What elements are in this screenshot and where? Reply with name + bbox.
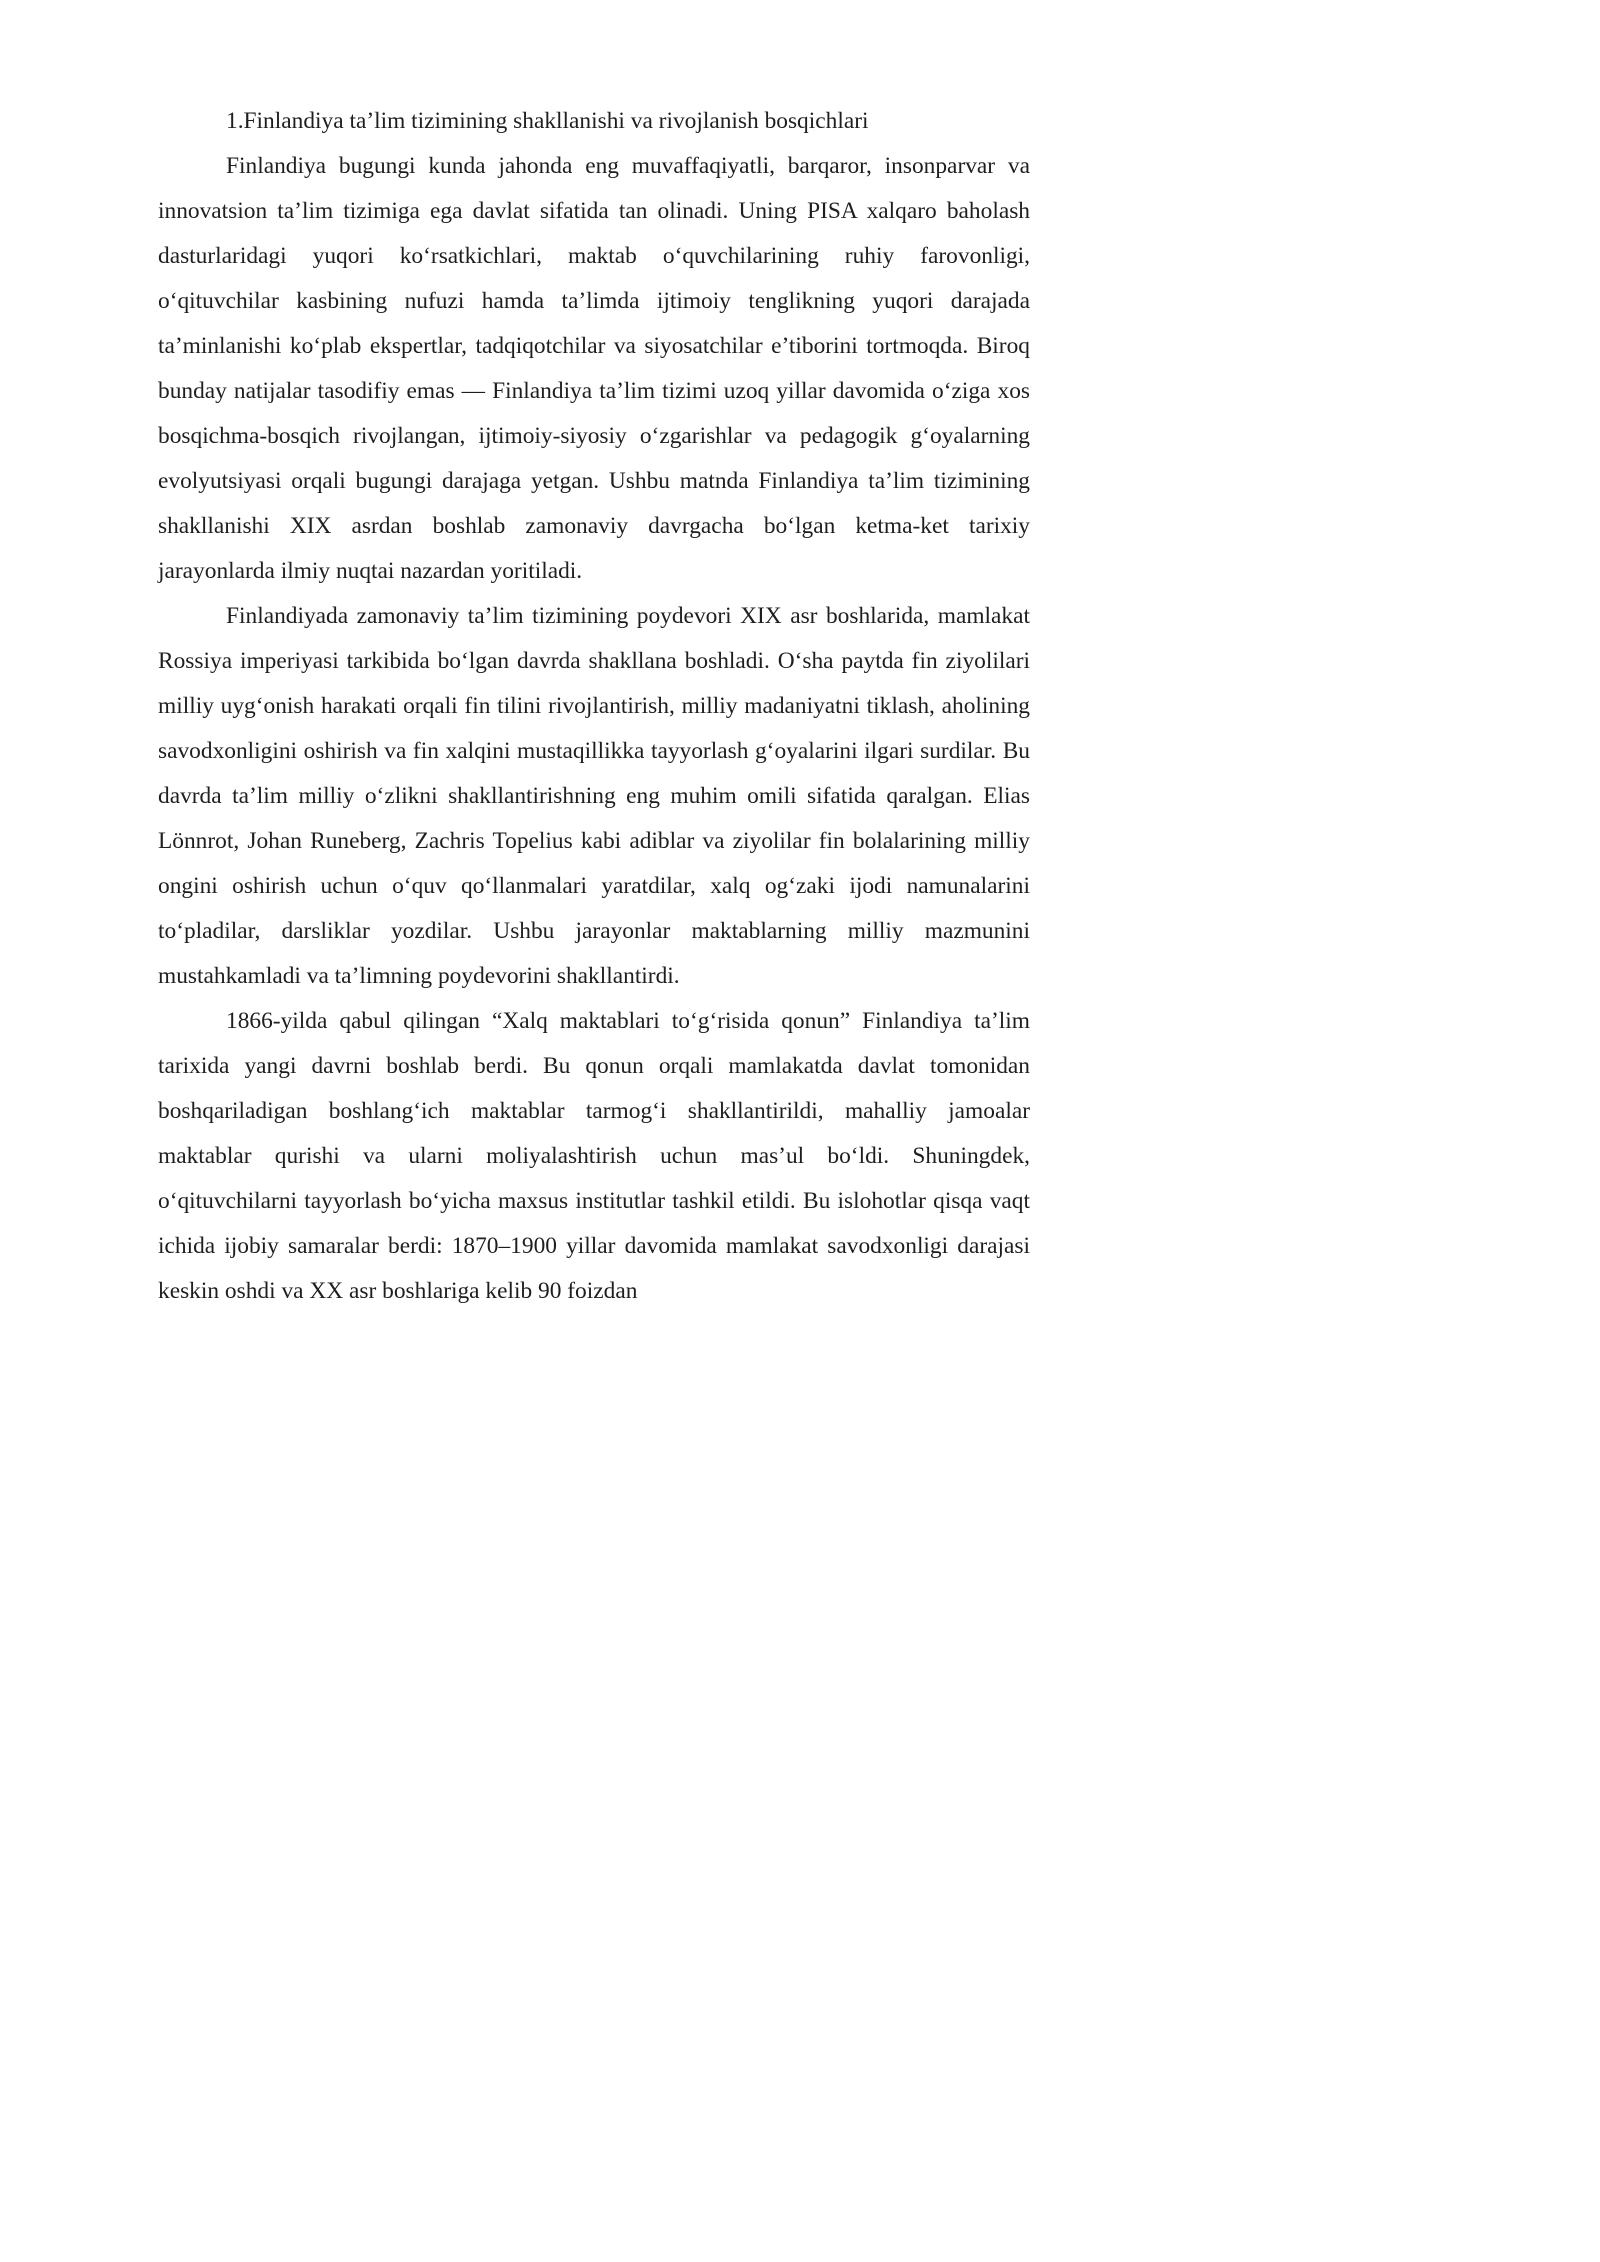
paragraph-national-awakening: Finlandiyada zamonaviy ta’lim tizimining poydevori XIX asr boshlarida, mamlakat Rossiya imperiyasi tarkibida bo‘lgan davrda shakllana boshladi. O‘sha paytda fin ziyolilari milliy uyg‘onish harakati orqali fin tilini rivojlantirish, milliy madaniyatni tiklash, aholining savodxonligini oshirish va fin xalqini mustaqillikka tayyorlash g‘oyalarini ilgari surdilar. Bu davrda ta’lim milliy o‘zlikni shakllantirishning eng muhim omili sifatida qaralgan. Elias Lönnrot, Johan Runeberg, Zachris Topelius kabi adiblar va ziyolilar fin bolalarining milliy ongini oshirish uchun o‘quv qo‘llanmalari yaratdilar, xalq og‘zaki ijodi namunalarini to‘pladilar, darsliklar yozdilar. Ushbu jarayonlar maktablarning milliy mazmunini mustahkamladi va ta’limning poydevorini shakllantirdi. [158,603,1030,989]
document-body [158,99,1030,1314]
section-heading: 1.Finlandiya ta’lim tizimining shakllanishi va rivojlanish bosqichlari [226,108,869,134]
paragraph-intro: Finlandiya bugungi kunda jahonda eng muvaffaqiyatli, barqaror, insonparvar va innovatsion ta’lim tizimiga ega davlat sifatida tan olinadi. Uning PISA xalqaro baholash dasturlaridagi yuqori ko‘rsatkichlari, maktab o‘quvchilarining ruhiy farovonligi, o‘qituvchilar kasbining nufuzi hamda ta’limda ijtimoiy tenglikning yuqori darajada ta’minlanishi ko‘plab ekspertlar, tadqiqotchilar va siyosatchilar e’tiborini tortmoqda. Biroq bunday natijalar tasodifiy emas — Finlandiya ta’lim tizimi uzoq yillar davomida o‘ziga xos bosqichma-bosqich rivojlangan, ijtimoiy-siyosiy o‘zgarishlar va pedagogik g‘oyalarning evolyutsiyasi orqali bugungi darajaga yetgan. Ushbu matnda Finlandiya ta’lim tizimining shakllanishi XIX asrdan boshlab zamonaviy davrgacha bo‘lgan ketma-ket tarixiy jarayonlarda ilmiy nuqtai nazardan yoritiladi. [158,153,1030,584]
document-page [0,0,1100,1556]
paragraph-1866-law: 1866-yilda qabul qilingan “Xalq maktablari to‘g‘risida qonun” Finlandiya ta’lim tarixida yangi davrni boshlab berdi. Bu qonun orqali mamlakatda davlat tomonidan boshqariladigan boshlang‘ich maktablar tarmog‘i shakllantirildi, mahalliy jamoalar maktablar qurishi va ularni moliyalashtirish uchun mas’ul bo‘ldi. Shuningdek, o‘qituvchilarni tayyorlash bo‘yicha maxsus institutlar tashkil etildi. Bu islohotlar qisqa vaqt ichida ijobiy samaralar berdi: 1870–1900 yillar davomida mamlakat savodxonligi darajasi keskin oshdi va XX asr boshlariga kelib 90 foizdan [158,1008,1030,1304]
